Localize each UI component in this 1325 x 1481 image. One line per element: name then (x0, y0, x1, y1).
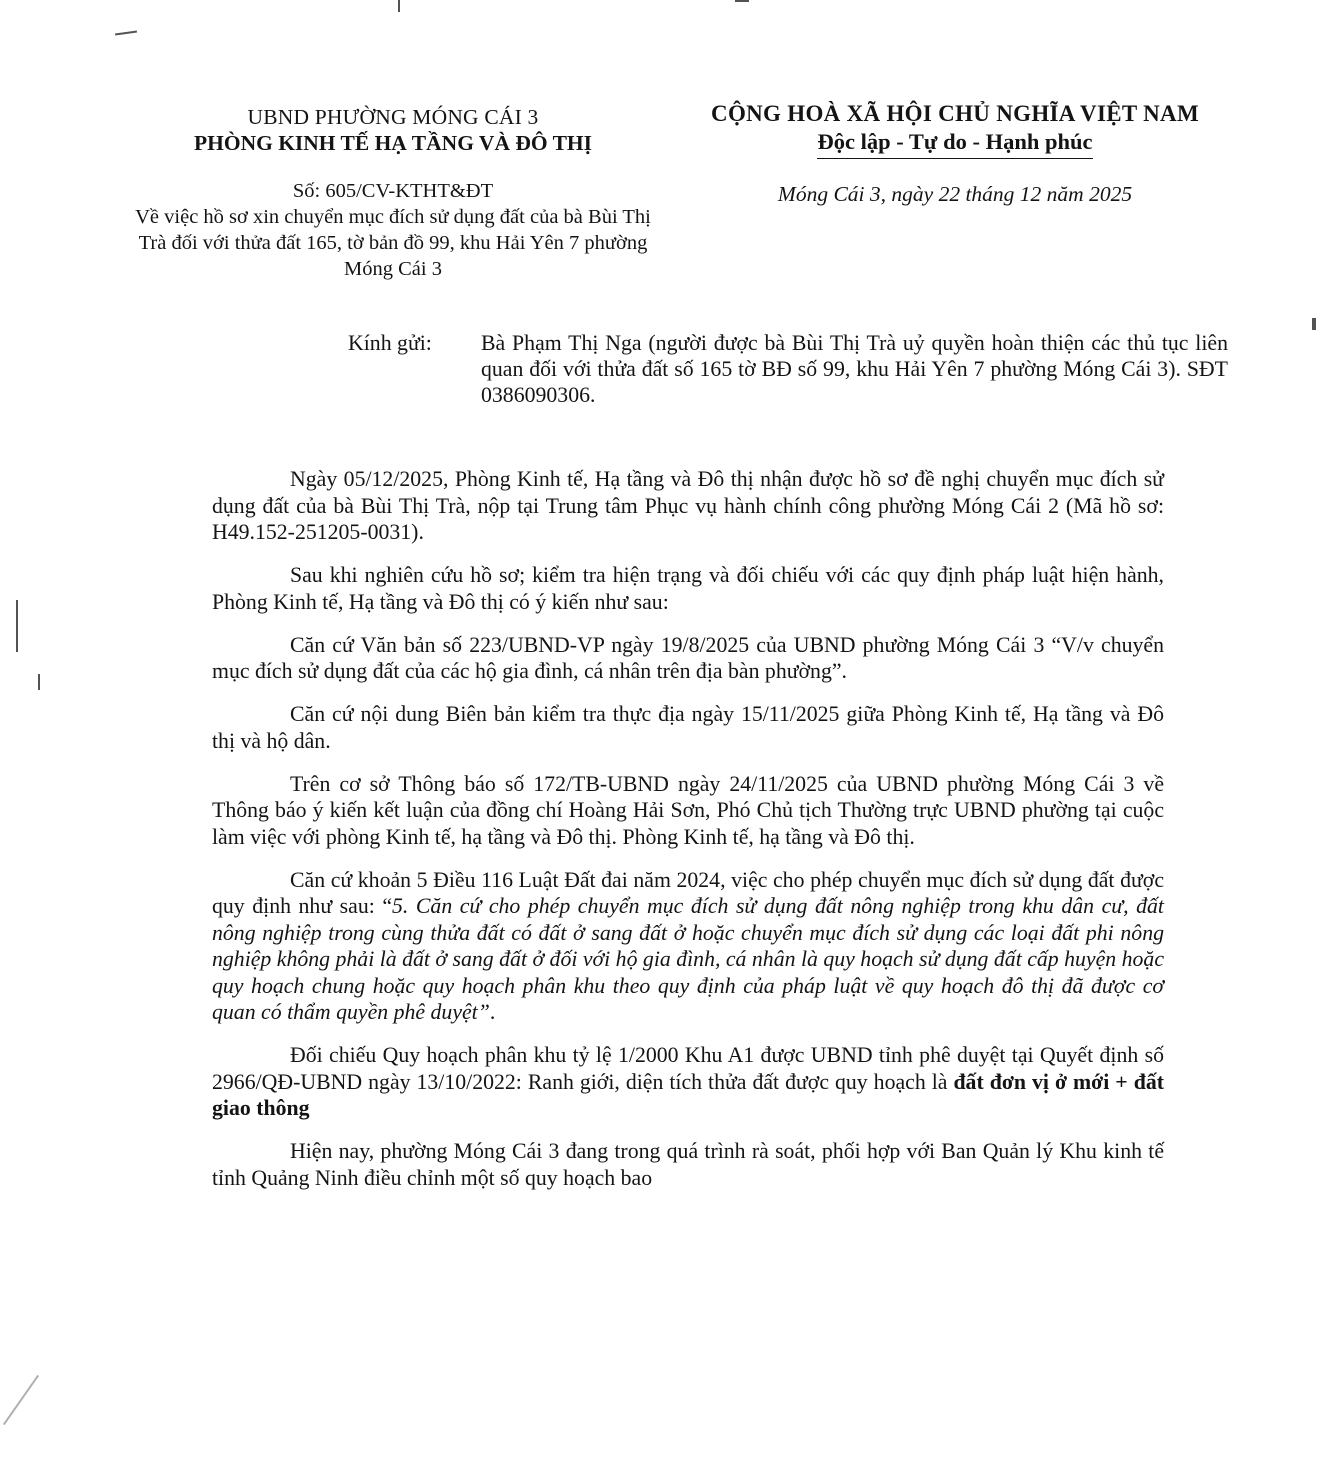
scan-artifact (3, 1375, 39, 1425)
body-paragraph: Căn cứ Văn bản số 223/UBND-VP ngày 19/8/2025 của UBND phường Móng Cái 3 “V/v chuyển mục đích sử dụng đất của các hộ gia đình, cá nhân trên địa bàn phường”. (212, 632, 1164, 683)
law-citation-quote: 5. Căn cứ cho phép chuyển mục đích sử dụng đất nông nghiệp trong khu dân cư, đất nông nghiệp trong cùng thửa đất có đất ở sang đất ở hoặc chuyển mục đích sử dụng các loại đất phi nông nghiệp không phải là đất ở sang đất ở đối với hộ gia đình, cá nhân là quy hoạch sử dụng đất cấp huyện hoặc quy hoạch chung hoặc quy hoạch phân khu theo quy định của pháp luật về quy hoạch đô thị đã được cơ quan có thẩm quyền phê duyệt” (212, 894, 1164, 1024)
issuing-organization (128, 104, 658, 156)
scan-artifact (735, 0, 749, 2)
nation-motto: Độc lập - Tự do - Hạnh phúc (817, 128, 1092, 159)
body-paragraph: Trên cơ sở Thông báo số 172/TB-UBND ngày 24/11/2025 của UBND phường Móng Cái 3 về Thông báo ý kiến kết luận của đồng chí Hoàng Hải Sơn, Phó Chủ tịch Thường trực UBND phường tại cuộc làm việc với phòng Kinh tế, hạ tầng và Đô thị. Phòng Kinh tế, hạ tầng và Đô thị. (212, 771, 1164, 849)
law-citation-intro: Căn cứ khoản 5 Điều 116 Luật Đất đai năm 2024, việc cho phép chuyển mục đích sử dụng đất được quy định như sau: “ (212, 867, 1164, 918)
scan-artifact (115, 30, 137, 35)
body-paragraph-planning (212, 1042, 1164, 1122)
body-paragraph: Sau khi nghiên cứu hồ sơ; kiểm tra hiện trạng và đối chiếu với các quy định pháp luật hiện hành, Phòng Kinh tế, Hạ tầng và Đô thị có ý kiến như sau: (212, 563, 1164, 614)
document-body (212, 466, 1164, 1191)
recipient-text: Bà Phạm Thị Nga (người được bà Bùi Thị Trà uỷ quyền hoàn thiện các thủ tục liên quan đối với thửa đất số 165 tờ BĐ số 99, khu Hải Yên 7 phường Móng Cái 3). SĐT 0386090306. (481, 331, 1228, 407)
org-department: PHÒNG KINH TẾ HẠ TẦNG VÀ ĐÔ THỊ (193, 131, 593, 155)
document-number-block (128, 178, 658, 282)
law-citation-end: . (489, 1000, 496, 1024)
org-parent: UBND PHƯỜNG MÓNG CÁI 3 (247, 105, 539, 129)
nation-title: CỘNG HOÀ XÃ HỘI CHỦ NGHĨA VIỆT NAM (711, 101, 1199, 126)
body-paragraph: Ngày 05/12/2025, Phòng Kinh tế, Hạ tầng và Đô thị nhận được hồ sơ đề nghị chuyển mục đích sử dụng đất của bà Bùi Thị Trà, nộp tại Trung tâm Phục vụ hành chính công phường Móng Cái 2 (Mã hồ sơ: H49.152-251205-0031). (212, 467, 1164, 544)
scan-artifact (1312, 318, 1316, 330)
body-paragraph: Hiện nay, phường Móng Cái 3 đang trong quá trình rà soát, phối hợp với Ban Quản lý Khu kinh tế tỉnh Quảng Ninh điều chỉnh một số quy hoạch bao (212, 1139, 1164, 1190)
recipient-block (348, 330, 1228, 408)
planning-intro: Đối chiếu Quy hoạch phân khu tỷ lệ 1/2000 Khu A1 được UBND tỉnh phê duyệt tại Quyết định số 2966/QĐ-UBND ngày 13/10/2022: Ranh giới, diện tích thửa đất được quy hoạch là (212, 1043, 1164, 1094)
scan-artifact (398, 0, 400, 12)
document-date: Móng Cái 3, ngày 22 tháng 12 năm 2025 (777, 182, 1133, 206)
national-heading (655, 100, 1255, 159)
document-number: Số: 605/CV-KTHT&ĐT (292, 180, 494, 202)
body-paragraph-law-citation (212, 867, 1164, 1026)
scan-artifact (38, 674, 40, 690)
planning-land-type: đất đơn vị ở mới + đất giao thông (212, 1069, 1164, 1120)
body-paragraph: Căn cứ nội dung Biên bản kiểm tra thực địa ngày 15/11/2025 giữa Phòng Kinh tế, Hạ tầng và Đô thị và hộ dân. (212, 702, 1164, 753)
document-subject: Về việc hồ sơ xin chuyển mục đích sử dụng đất của bà Bùi Thị Trà đối với thửa đất 165, tờ bản đồ 99, khu Hải Yên 7 phường Móng Cái 3 (135, 206, 651, 280)
recipient-label: Kính gửi: (348, 331, 432, 355)
scan-artifact (16, 600, 18, 652)
